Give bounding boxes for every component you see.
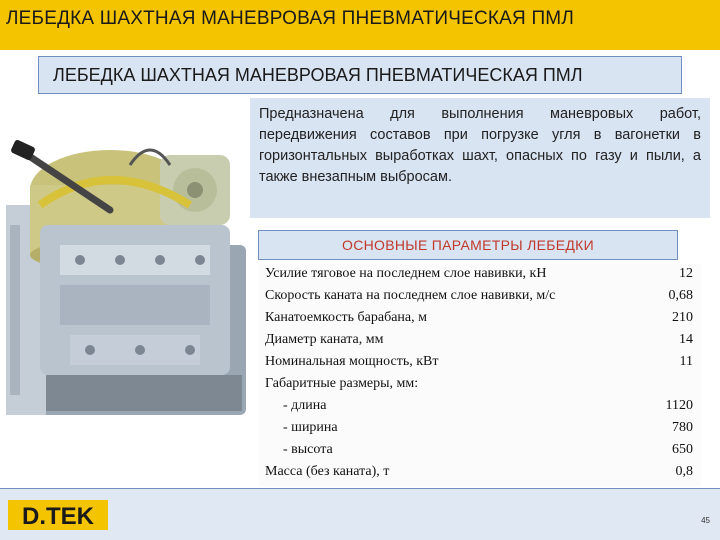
table-row bbox=[259, 418, 701, 440]
table-row bbox=[259, 374, 701, 396]
param-label: Номинальная мощность, кВт bbox=[265, 354, 439, 369]
params-heading-box bbox=[258, 230, 678, 260]
params-table bbox=[259, 264, 701, 486]
param-value: 210 bbox=[672, 310, 693, 325]
param-value: 14 bbox=[679, 332, 693, 347]
param-label: - ширина bbox=[283, 420, 338, 435]
params-heading: ОСНОВНЫЕ ПАРАМЕТРЫ ЛЕБЕДКИ bbox=[342, 237, 594, 253]
header-bar bbox=[0, 0, 720, 50]
page-number: 45 bbox=[701, 516, 710, 525]
param-value: 12 bbox=[679, 266, 693, 281]
param-label: - высота bbox=[283, 442, 333, 457]
dtek-logo bbox=[8, 498, 108, 532]
description-panel bbox=[250, 98, 710, 218]
page-title: ЛЕБЕДКА ШАХТНАЯ МАНЕВРОВАЯ ПНЕВМАТИЧЕСКАЯ ПМЛ bbox=[6, 8, 574, 29]
param-value: 780 bbox=[672, 420, 693, 435]
param-label: - длина bbox=[283, 398, 327, 413]
winch-image bbox=[0, 95, 262, 425]
param-value: 650 bbox=[672, 442, 693, 457]
table-row bbox=[259, 462, 701, 484]
table-row bbox=[259, 286, 701, 308]
table-row bbox=[259, 308, 701, 330]
param-label: Масса (без каната), т bbox=[265, 464, 390, 479]
param-label: Усилие тяговое на последнем слое навивки, кН bbox=[265, 266, 547, 281]
param-value: 0,8 bbox=[675, 464, 693, 479]
footer bbox=[0, 488, 720, 540]
param-label: Скорость каната на последнем слое навивки, м/с bbox=[265, 288, 556, 303]
subtitle: ЛЕБЕДКА ШАХТНАЯ МАНЕВРОВАЯ ПНЕВМАТИЧЕСКАЯ ПМЛ bbox=[53, 65, 583, 85]
param-value: 1120 bbox=[665, 398, 693, 413]
param-value: 0,68 bbox=[668, 288, 693, 303]
svg-text:D.TEK: D.TEK bbox=[22, 503, 94, 530]
table-row bbox=[259, 264, 701, 286]
table-row bbox=[259, 440, 701, 462]
table-row bbox=[259, 396, 701, 418]
param-label: Габаритные размеры, мм: bbox=[265, 376, 419, 391]
param-label: Диаметр каната, мм bbox=[265, 332, 384, 347]
param-label: Канатоемкость барабана, м bbox=[265, 310, 427, 325]
subtitle-box bbox=[38, 56, 682, 94]
table-row bbox=[259, 352, 701, 374]
param-value: 11 bbox=[679, 354, 693, 369]
description-text: Предназначена для выполнения маневровых работ, передвижения составов при погрузке угля в вагонетки в горизонтальных выработках шахт, опасных по газу и пыли, а также внезапным выбросам. bbox=[259, 106, 701, 185]
table-row bbox=[259, 330, 701, 352]
